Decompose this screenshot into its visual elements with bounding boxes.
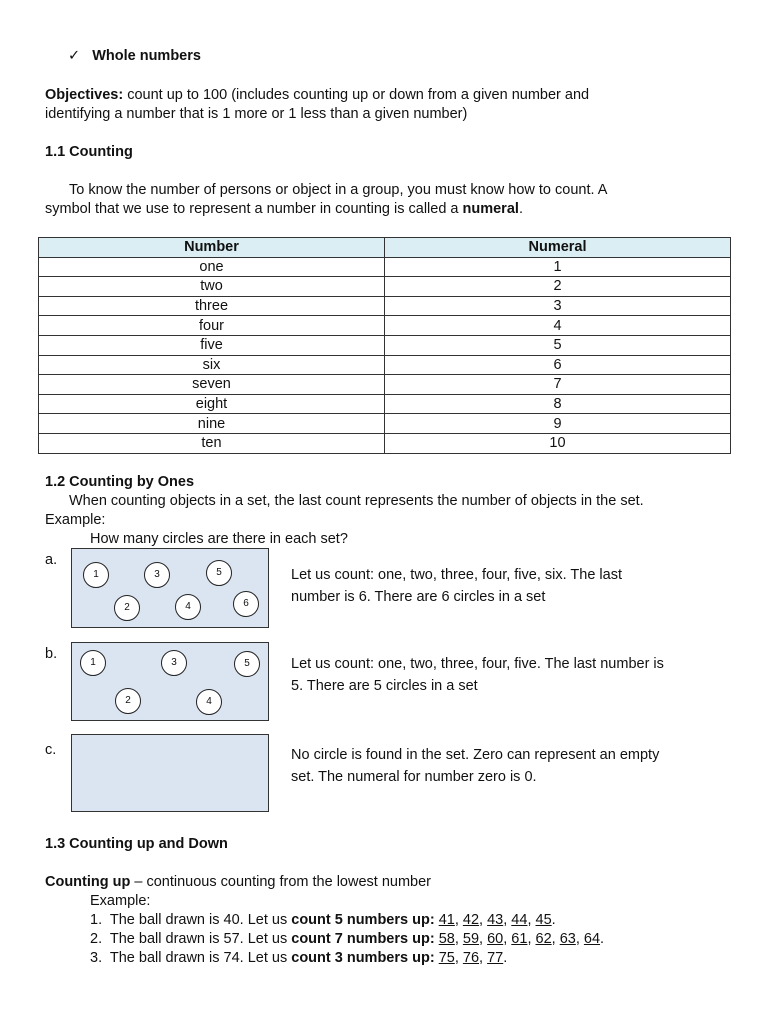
objectives-label: Objectives: xyxy=(45,87,124,103)
checkmark-icon: ✓ xyxy=(68,48,81,64)
table-row: one 1 xyxy=(39,257,731,277)
table-row: eight 8 xyxy=(39,394,731,414)
circle: 1 xyxy=(83,562,109,588)
section-1-1-paragraph xyxy=(45,181,607,219)
table-row: nine 9 xyxy=(39,414,731,434)
table-row: six 6 xyxy=(39,355,731,375)
list-item: 2. The ball drawn is 57. Let us count 7 numbers up: 58, 59, 60, 61, 62, 63, 64. xyxy=(90,931,605,947)
circle: 3 xyxy=(144,562,170,588)
list-item: 3. The ball drawn is 74. Let us count 3 numbers up: 75, 76, 77. xyxy=(90,950,508,966)
set-b-label: b. xyxy=(45,646,58,662)
header-numeral: Numeral xyxy=(385,238,731,258)
table-header-row xyxy=(39,238,731,258)
counting-up-definition: Counting up – continuous counting from the lowest number xyxy=(45,874,432,890)
set-b-explanation: Let us count: one, two, three, four, five. The last number is 5. There are 5 circles in a set xyxy=(291,656,664,694)
question: How many circles are there in each set? xyxy=(90,531,348,547)
set-c-label: c. xyxy=(45,742,57,758)
circle: 3 xyxy=(161,650,187,676)
set-a-box xyxy=(71,548,269,628)
section-1-1-title: 1.1 Counting xyxy=(45,144,133,160)
header-number: Number xyxy=(39,238,385,258)
circle: 6 xyxy=(233,591,259,617)
circle: 2 xyxy=(114,595,140,621)
table-row: five 5 xyxy=(39,335,731,355)
circle: 5 xyxy=(206,560,232,586)
table-row: seven 7 xyxy=(39,375,731,395)
table-row: three 3 xyxy=(39,296,731,316)
section-1-2-title: 1.2 Counting by Ones xyxy=(45,474,195,490)
section-heading xyxy=(68,47,201,66)
numeral-term: numeral xyxy=(462,201,519,217)
example-label-2: Example: xyxy=(90,893,151,909)
list-item: 1. The ball drawn is 40. Let us count 5 numbers up: 41, 42, 43, 44, 45. xyxy=(90,912,556,928)
table-row: ten 10 xyxy=(39,433,731,453)
set-a-label: a. xyxy=(45,552,58,568)
set-a-explanation: Let us count: one, two, three, four, five, six. The last number is 6. There are 6 circles in a set xyxy=(291,567,622,605)
example-label: Example: xyxy=(45,512,106,528)
circle: 2 xyxy=(115,688,141,714)
heading-title: Whole numbers xyxy=(92,48,201,64)
paragraph-line1: To know the number of persons or object in a group, you must know how to count. A xyxy=(69,182,608,198)
objectives-line2: identifying a number that is 1 more or 1 less than a given number) xyxy=(45,106,468,122)
circle: 1 xyxy=(80,650,106,676)
circle: 5 xyxy=(234,651,260,677)
circle: 4 xyxy=(196,689,222,715)
section-1-2-line1: When counting objects in a set, the last count represents the number of objects in the set. xyxy=(69,493,644,509)
section-1-3-title: 1.3 Counting up and Down xyxy=(45,836,228,852)
table-row: four 4 xyxy=(39,316,731,336)
paragraph-line2: symbol that we use to represent a number in counting is called a numeral. xyxy=(45,201,523,217)
set-c-explanation: No circle is found in the set. Zero can represent an empty set. The numeral for number zero is 0. xyxy=(291,747,660,785)
counting-up-label: Counting up xyxy=(45,874,131,890)
set-b-box xyxy=(71,642,269,721)
circle: 4 xyxy=(175,594,201,620)
number-numeral-table xyxy=(38,237,731,454)
set-c-box xyxy=(71,734,269,812)
table-row: two 2 xyxy=(39,277,731,297)
objectives xyxy=(45,86,589,124)
objectives-line1: count up to 100 (includes counting up or down from a given number and xyxy=(127,87,590,103)
